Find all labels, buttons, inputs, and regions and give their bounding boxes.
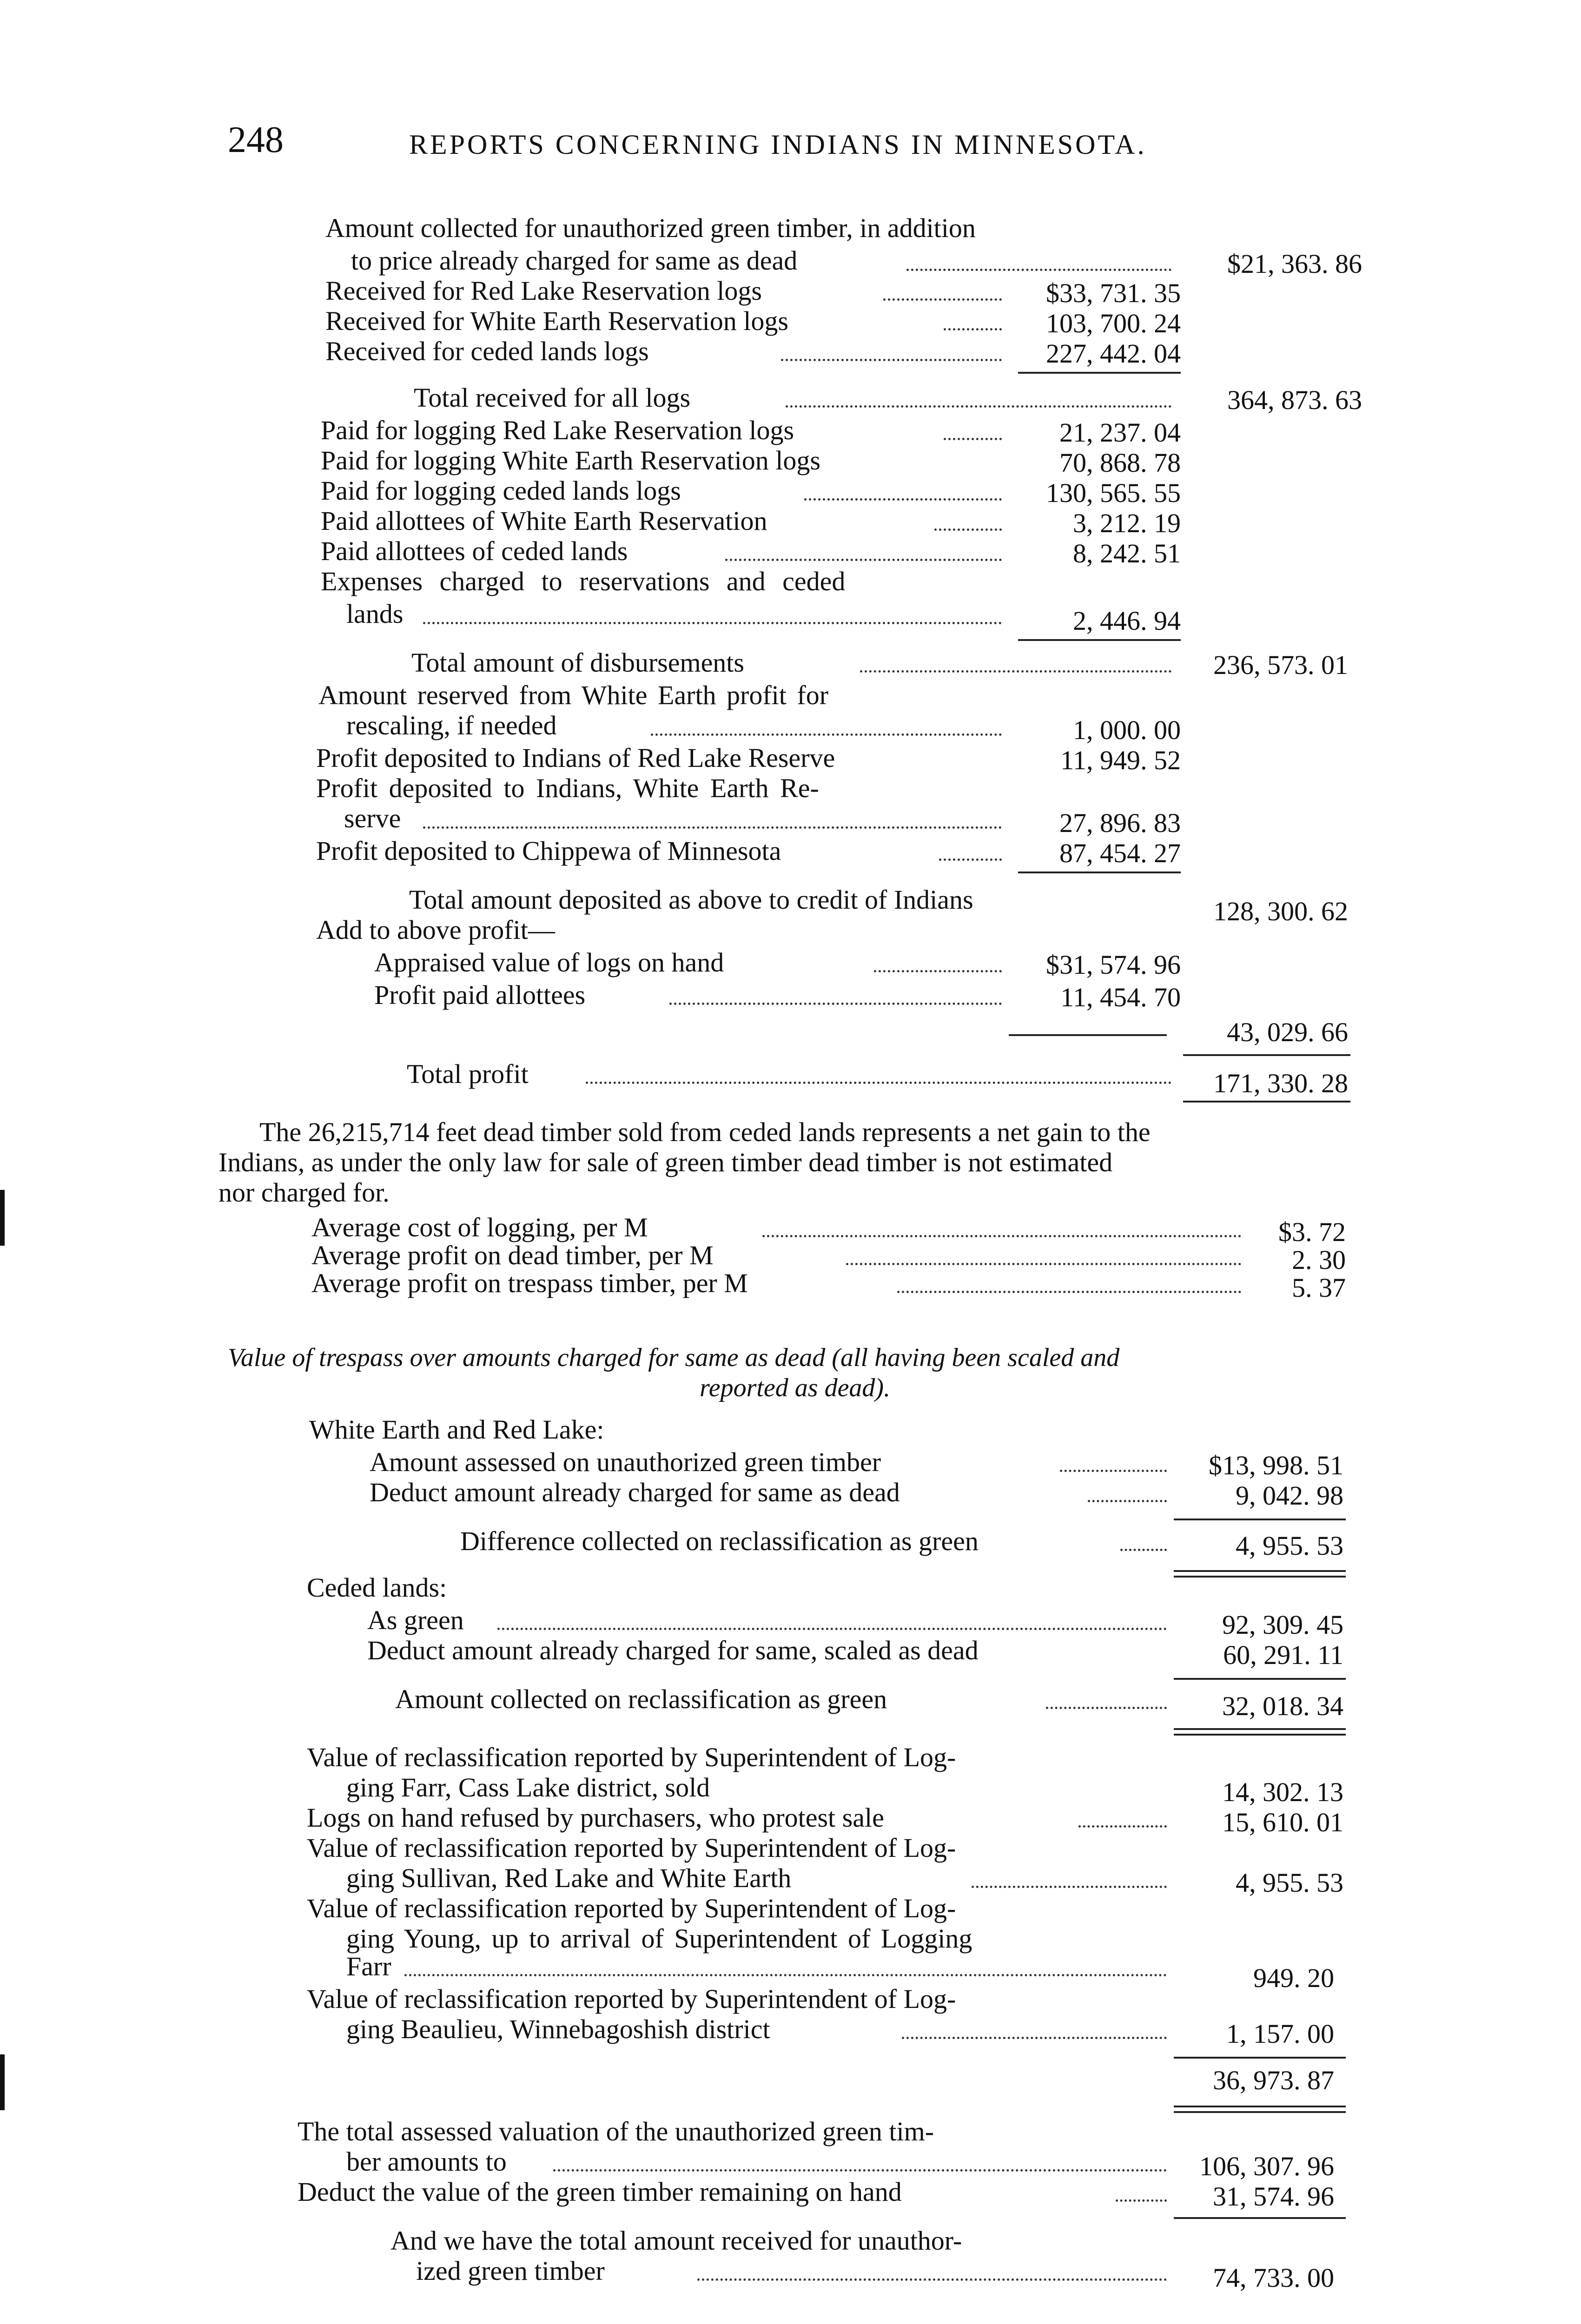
subtotal-rule	[1018, 872, 1181, 873]
total-deposited-amount: 128, 300. 62	[1213, 896, 1348, 926]
payment-ceded-label: Paid for logging ceded lands logs	[321, 475, 681, 506]
young-line2: ging Young, up to arrival of Superintendent of Logging	[346, 1923, 972, 1954]
final-assessed-line2: ber amounts to	[346, 2146, 507, 2177]
dot-leader	[781, 359, 1002, 361]
average-cost-label: Average cost of logging, per M	[311, 1212, 648, 1242]
deduct-scaled-label: Deduct amount already charged for same, scaled as dead	[367, 1635, 979, 1665]
page-number: 248	[228, 119, 284, 160]
dot-leader	[1060, 1470, 1167, 1472]
refused-amount: 15, 610. 01	[1222, 1807, 1343, 1837]
chippewa-profit-amount: 87, 454. 27	[1059, 838, 1181, 868]
dot-leader	[1078, 1825, 1167, 1828]
red-lake-profit-label: Profit deposited to Indians of Red Lake Reserve	[316, 743, 835, 773]
dot-leader	[1088, 1500, 1167, 1502]
final-received-line2: ized green timber	[416, 2256, 605, 2286]
dot-leader	[423, 622, 1002, 624]
payment-red-lake-amount: 21, 237. 04	[1059, 417, 1181, 448]
payment-white-earth-amount: 70, 868. 78	[1059, 448, 1181, 478]
dot-leader	[804, 498, 1002, 501]
final-assessed-amount: 106, 307. 96	[1199, 2151, 1334, 2181]
dot-leader	[860, 670, 1171, 673]
dot-leader	[874, 970, 1002, 972]
payment-red-lake-label: Paid for logging Red Lake Reservation logs	[321, 415, 794, 445]
difference-label: Difference collected on reclassification as green	[460, 1526, 979, 1556]
total-rule	[1183, 1054, 1350, 1056]
white-earth-profit-amount: 27, 896. 83	[1059, 808, 1181, 838]
dot-leader	[934, 528, 1002, 531]
trespass-heading-line1: Value of trespass over amounts charged for same as dead (all having been scaled and	[228, 1343, 1120, 1372]
white-earth-red-lake-label: White Earth and Red Lake:	[309, 1414, 604, 1445]
dot-leader	[404, 1974, 1167, 1976]
subtotal-rule	[1174, 1519, 1346, 1520]
dot-leader	[553, 2169, 1167, 2172]
dot-leader	[944, 328, 1002, 330]
dot-leader	[1120, 1549, 1167, 1551]
page-header	[228, 119, 1399, 167]
dead-timber-line2: Indians, as under the only law for sale of green timber dead timber is not estimated	[218, 1147, 1113, 1177]
expenses-line1: Expenses charged to reservations and ceded	[321, 566, 846, 596]
subtotal-rule	[1174, 2217, 1346, 2219]
subtotal-rule	[1174, 2057, 1346, 2059]
payment-white-earth-label: Paid for logging White Earth Reservation logs	[321, 445, 820, 475]
appraised-amount: $31, 574. 96	[1046, 950, 1181, 980]
subtotal-rule	[1018, 639, 1181, 641]
scan-edge-mark	[0, 2054, 5, 2110]
double-rule	[1174, 1728, 1346, 1736]
reclassification-total: 36, 973. 87	[1213, 2065, 1334, 2095]
subtotal-rule	[1018, 372, 1181, 374]
payment-ceded-amount: 130, 565. 55	[1046, 478, 1181, 508]
reserved-line1: Amount reserved from White Earth profit for	[318, 680, 829, 710]
receipt-white-earth-amount: 103, 700. 24	[1046, 308, 1181, 338]
average-dead-label: Average profit on dead timber, per M	[311, 1240, 714, 1270]
beaulieu-line2: ging Beaulieu, Winnebagoshish district	[346, 2014, 770, 2044]
total-profit-label: Total profit	[407, 1059, 529, 1089]
receipt-white-earth-label: Received for White Earth Reservation logs	[325, 306, 788, 336]
dot-leader	[906, 269, 1171, 271]
deduct-dead-amount: 9, 042. 98	[1236, 1480, 1343, 1511]
dot-leader	[497, 1628, 1167, 1630]
total-disbursements-label: Total amount of disbursements	[411, 647, 744, 678]
dot-leader	[697, 2278, 1167, 2281]
assessed-amount: $13, 998. 51	[1209, 1450, 1343, 1480]
collected-label: Amount collected on reclassification as green	[395, 1684, 887, 1714]
reserved-line2: rescaling, if needed	[346, 710, 557, 740]
running-title: REPORTS CONCERNING INDIANS IN MINNESOTA.	[409, 129, 1147, 160]
dot-leader	[786, 405, 1171, 408]
dot-leader	[1046, 1707, 1167, 1709]
receipt-ceded-label: Received for ceded lands logs	[325, 336, 649, 366]
dot-leader	[897, 1291, 1241, 1293]
collected-amount: 32, 018. 34	[1222, 1691, 1343, 1721]
dot-leader	[586, 1082, 1171, 1084]
final-assessed-line1: The total assessed valuation of the unauthorized green tim-	[298, 2116, 934, 2146]
total-deposited-label: Total amount deposited as above to credit of Indians	[409, 885, 973, 915]
white-earth-profit-line1: Profit deposited to Indians, White Earth Re-	[316, 773, 819, 803]
double-rule	[1174, 2106, 1346, 2113]
dot-leader	[762, 1235, 1241, 1237]
trespass-heading-line2: reported as dead).	[700, 1373, 891, 1402]
sullivan-amount: 4, 955. 53	[1236, 1868, 1343, 1898]
green-timber-line1: Amount collected for unauthorized green timber, in addition	[325, 213, 976, 243]
receipt-ceded-amount: 227, 442. 04	[1046, 338, 1181, 369]
ceded-lands-label: Ceded lands:	[307, 1572, 447, 1603]
total-received-amount: 364, 873. 63	[1227, 385, 1362, 415]
dot-leader	[651, 733, 1002, 736]
red-lake-profit-amount: 11, 949. 52	[1060, 745, 1181, 775]
beaulieu-amount: 1, 157. 00	[1226, 2019, 1334, 2049]
receipt-red-lake-label: Received for Red Lake Reservation logs	[325, 276, 762, 306]
payment-allottees-white-earth-label: Paid allottees of White Earth Reservation	[321, 506, 767, 536]
young-line3: Farr	[346, 1951, 391, 1981]
sullivan-line2: ging Sullivan, Red Lake and White Earth	[346, 1863, 792, 1893]
refused-label: Logs on hand refused by purchasers, who protest sale	[307, 1802, 884, 1833]
dot-leader	[944, 438, 1002, 440]
total-disbursements-amount: 236, 573. 01	[1213, 650, 1348, 680]
subtotal-rule	[1009, 1034, 1167, 1036]
appraised-label: Appraised value of logs on hand	[374, 947, 724, 977]
as-green-amount: 92, 309. 45	[1222, 1610, 1343, 1640]
reserved-amount: 1, 000. 00	[1073, 715, 1181, 745]
allottees-profit-label: Profit paid allottees	[374, 980, 586, 1010]
final-deduct-label: Deduct the value of the green timber remaining on hand	[298, 2177, 902, 2207]
dot-leader	[1116, 2199, 1167, 2202]
green-timber-line2: to price already charged for same as dead	[351, 245, 798, 276]
chippewa-profit-label: Profit deposited to Chippewa of Minnesota	[316, 836, 781, 866]
farr-amount: 14, 302. 13	[1222, 1777, 1343, 1807]
double-rule	[1174, 1570, 1346, 1578]
payment-allottees-ceded-amount: 8, 242. 51	[1073, 538, 1181, 568]
dot-leader	[939, 858, 1002, 861]
final-received-line1: And we have the total amount received for unauthor-	[390, 2225, 962, 2256]
expenses-amount: 2, 446. 94	[1073, 606, 1181, 636]
total-profit-amount: 171, 330. 28	[1213, 1068, 1348, 1098]
young-amount: 949. 20	[1253, 1963, 1334, 1993]
scan-edge-mark	[0, 1190, 5, 1246]
difference-amount: 4, 955. 53	[1236, 1531, 1343, 1561]
average-trespass-amount: 5. 37	[1292, 1273, 1346, 1303]
farr-line2: ging Farr, Cass Lake district, sold	[346, 1772, 710, 1802]
dot-leader	[669, 1003, 1002, 1005]
dead-timber-line3: nor charged for.	[218, 1177, 390, 1208]
average-trespass-label: Average profit on trespass timber, per M	[311, 1268, 748, 1298]
dot-leader	[902, 2037, 1167, 2039]
deduct-scaled-amount: 60, 291. 11	[1223, 1640, 1343, 1670]
beaulieu-line1: Value of reclassification reported by Superintendent of Log-	[307, 1984, 956, 2014]
deduct-dead-label: Deduct amount already charged for same as dead	[370, 1477, 900, 1507]
total-received-label: Total received for all logs	[414, 383, 691, 413]
final-received-amount: 74, 733. 00	[1213, 2263, 1334, 2293]
white-earth-profit-line2: serve	[344, 803, 401, 833]
add-profit-label: Add to above profit—	[316, 915, 555, 945]
final-deduct-amount: 31, 574. 96	[1213, 2181, 1334, 2212]
dot-leader	[972, 1886, 1167, 1888]
allottees-profit-amount: 11, 454. 70	[1060, 982, 1181, 1012]
payment-allottees-ceded-label: Paid allottees of ceded lands	[321, 536, 628, 566]
green-timber-amount: $21, 363. 86	[1227, 249, 1362, 279]
add-subtotal-amount: 43, 029. 66	[1227, 1017, 1348, 1047]
average-cost-amount: $3. 72	[1278, 1217, 1346, 1247]
as-green-label: As green	[367, 1605, 464, 1635]
dead-timber-line1: The 26,215,714 feet dead timber sold from ceded lands represents a net gain to the	[259, 1117, 1151, 1147]
assessed-label: Amount assessed on unauthorized green timber	[370, 1447, 881, 1477]
young-line1: Value of reclassification reported by Superintendent of Log-	[307, 1893, 956, 1923]
dot-leader	[725, 559, 1002, 561]
expenses-line2: lands	[346, 599, 404, 629]
receipt-red-lake-amount: $33, 731. 35	[1046, 278, 1181, 308]
sullivan-line1: Value of reclassification reported by Superintendent of Log-	[307, 1833, 956, 1863]
dot-leader	[883, 298, 1002, 301]
dot-leader	[846, 1263, 1241, 1265]
payment-allottees-white-earth-amount: 3, 212. 19	[1073, 508, 1181, 538]
average-dead-amount: 2. 30	[1292, 1245, 1346, 1275]
subtotal-rule	[1174, 1678, 1346, 1680]
farr-line1: Value of reclassification reported by Superintendent of Log-	[307, 1742, 956, 1772]
dot-leader	[423, 826, 1002, 829]
total-rule	[1183, 1101, 1350, 1103]
